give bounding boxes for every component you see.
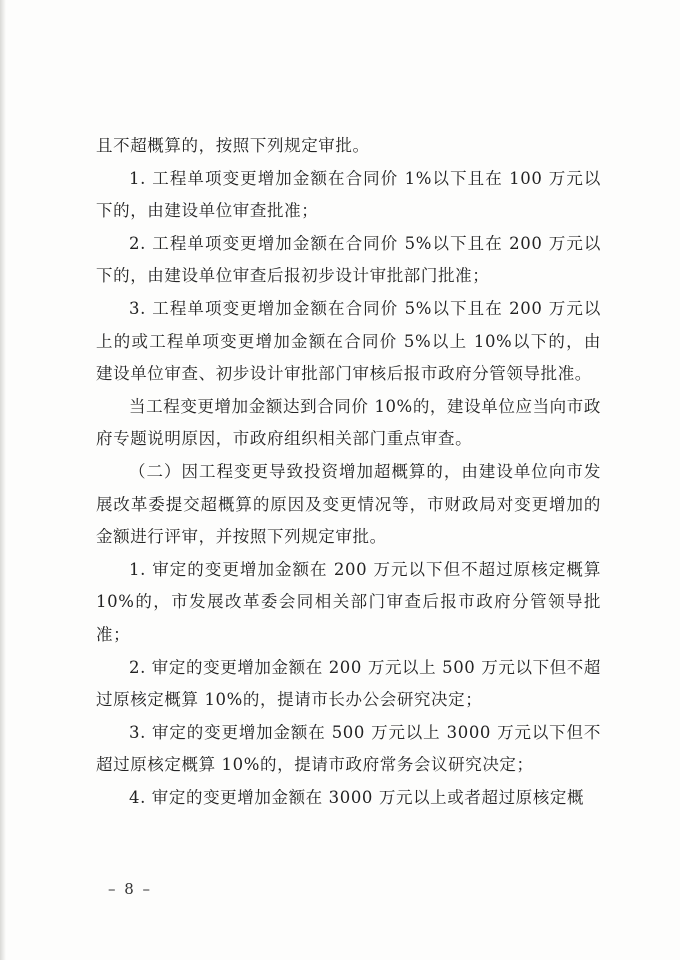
scan-edge-shadow: [0, 0, 6, 960]
paragraph-10: 4. 审定的变更增加金额在 3000 万元以上或者超过原核定概: [129, 787, 585, 807]
paragraph-9: 3. 审定的变更增加金额在 500 万元以上 3000 万元以下但不超过原核定概算 10%的，提请市政府常务会议研究决定；: [96, 722, 601, 775]
body-text: [96, 130, 601, 814]
paragraph-1: 且不超概算的，按照下列规定审批。: [96, 136, 370, 155]
paragraph-8: 2. 审定的变更增加金额在 200 万元以上 500 万元以下但不超过原核定概算 10%的，提请市长办公会研究决定；: [96, 657, 601, 710]
paragraph-2: 1. 工程单项变更增加金额在合同价 1%以下且在 100 万元以下的，由建设单位审查批准；: [96, 168, 601, 221]
paragraph-4: 3. 工程单项变更增加金额在合同价 5%以下且在 200 万元以上的或工程单项变更增加金额在合同价 5%以上 10%以下的，由建设单位审查、初步设计审批部门审核后报市政府分管领导批准。: [96, 298, 601, 384]
paragraph-3: 2. 工程单项变更增加金额在合同价 5%以下且在 200 万元以下的，由建设单位审查后报初步设计审批部门批准；: [96, 233, 601, 286]
paragraph-5: 当工程变更增加金额达到合同价 10%的，建设单位应当向市政府专题说明原因，市政府组织相关部门重点审查。: [96, 396, 601, 449]
paragraph-6: （二）因工程变更导致投资增加超概算的，由建设单位向市发展改革委提交超概算的原因及变更情况等，市财政局对变更增加的金额进行评审，并按照下列规定审批。: [96, 461, 601, 547]
page-number: – 8 –: [107, 880, 153, 898]
paragraph-7: 1. 审定的变更增加金额在 200 万元以下但不超过原核定概算 10%的，市发展改革委会同相关部门审查后报市政府分管领导批准；: [96, 559, 601, 644]
